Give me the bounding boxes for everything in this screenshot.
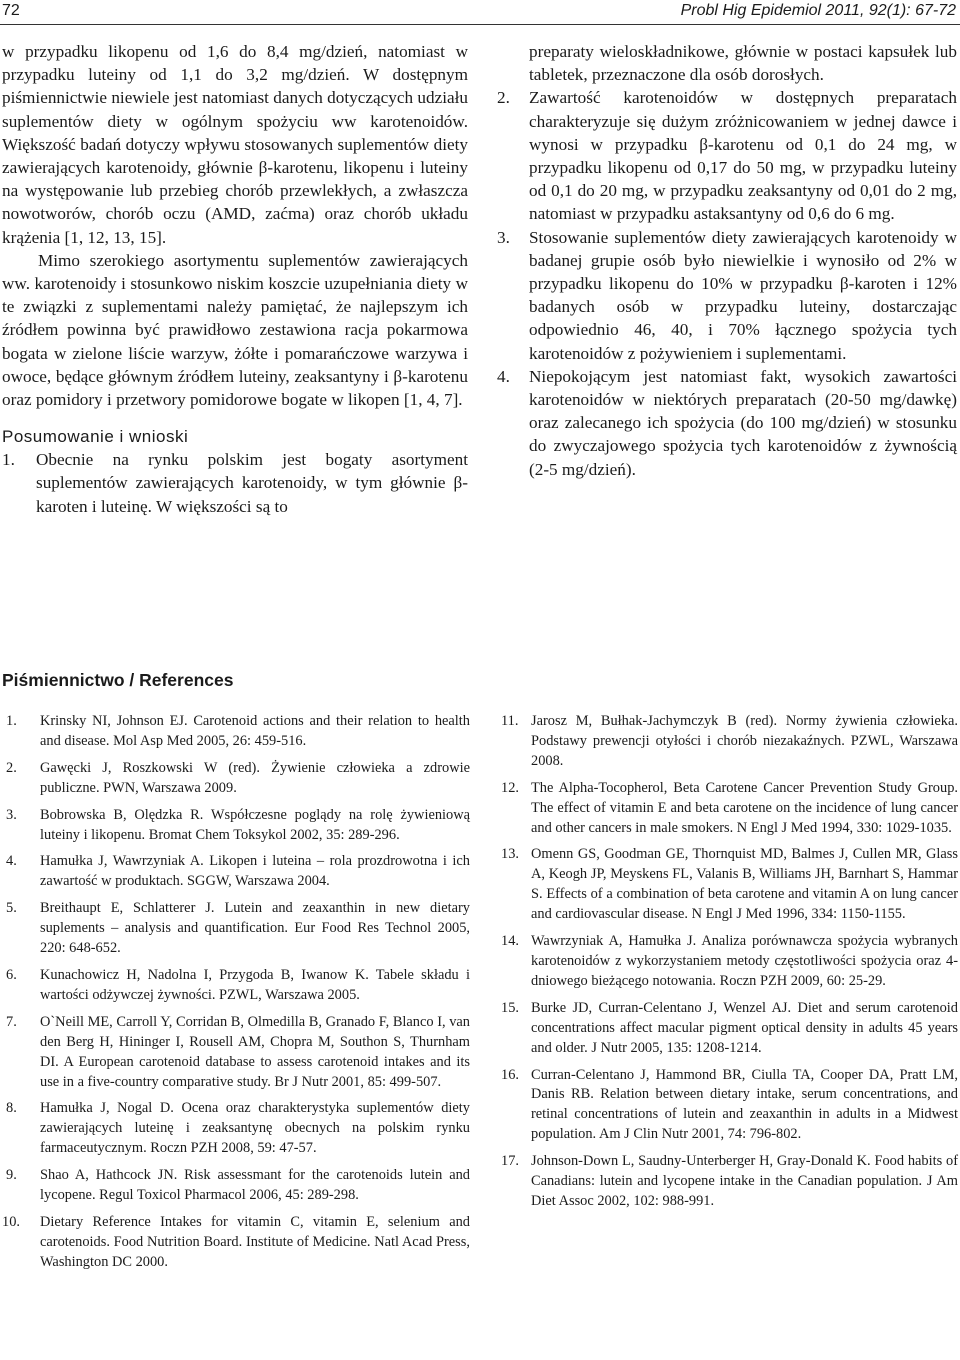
reference-text: Hamułka J, Wawrzyniak A. Likopen i luteina – rola prozdrowotna i ich zawartość w produktach. SGGW, Warszawa 2004. [40, 853, 470, 890]
journal-citation: Probl Hig Epidemiol 2011, 92(1): 67-72 [680, 2, 956, 19]
reference-text: Omenn GS, Goodman GE, Thornquist MD, Balmes J, Cullen MR, Glass A, Keogh JP, Meyskens FL, Valanis B, Williams JH, Barnhart S, Hammar S. Effects of a combination of beta carotene and vitamin A on lung cancer and cardiovascular disease. N Engl J Med 1996, 334: 1150-1155. [531, 846, 958, 923]
reference-text: Curran-Celentano J, Hammond BR, Ciulla TA, Cooper DA, Pratt LM, Danis RB. Relation between dietary intake, serum concentrations, and retinal concentrations of lutein and zeaxanthin in adults in a Midwest population. Am J Clin Nutr 2001, 74: 796-802. [531, 1066, 958, 1143]
reference-item [2, 966, 470, 1006]
reference-number: 9. [6, 1167, 17, 1184]
reference-number: 15. [501, 999, 519, 1016]
header-rule [0, 24, 960, 25]
reference-item [497, 1152, 958, 1212]
left-text-column [2, 40, 468, 518]
reference-text: Shao A, Hathcock JN. Risk assessmant for the carotenoids lutein and lycopene. Regul Toxicol Pharmacol 2006, 45: 289-298. [40, 1167, 470, 1204]
section-heading: Posumowanie i wnioski [2, 427, 189, 447]
reference-text: The Alpha-Tocopherol, Beta Carotene Cancer Prevention Study Group. The effect of vitamin E and beta carotene on the incidence of lung cancer and other cancers in male smokers. N Engl J Med 1994, 330: 1029-1035. [531, 779, 958, 836]
reference-item [497, 779, 958, 839]
body-paragraph: Mimo szerokiego asortymentu suplementów zawierających ww. karotenoidy i stosunkowo niskim koszcie uzupełniania diety w te związki z suplementami należy pamiętać, że najlepszym ich źródłem powinna być prawidłowo zestawiona racja pokarmowa bogata w zielone liście warzyw, żółte i pomarańczowe warzywa i owoce, będące głównym źródłem luteiny, zeaksantyny i β-karotenu oraz pomidory i przetwory pomidorowe bogate w likopen [1, 4, 7]. [2, 250, 468, 410]
reference-text: Gawęcki J, Roszkowski W (red). Żywienie człowieka a zdrowie publiczne. PWN, Warszawa 2009. [40, 759, 470, 796]
references-right-column [497, 712, 958, 1219]
conclusion-number: 4. [497, 366, 510, 386]
conclusion-item [497, 365, 957, 481]
conclusion-text: Obecnie na rynku polskim jest bogaty asortyment suplementów zawierających karotenoidy, w tym głównie β-karoten i luteinę. W większości są to [36, 450, 468, 516]
reference-text: Bobrowska B, Olędzka R. Współczesne poglądy na rolę żywieniową luteiny i likopenu. Bromat Chem Toksykol 2002, 35: 289-296. [40, 806, 470, 843]
reference-text: O`Neill ME, Carroll Y, Corridan B, Olmedilla B, Granado F, Blanco I, van den Berg H, Hininger I, Rousell AM, Chopra M, Southon S, Thurnham DI. A European carotenoid database to assess carotenoid intakes and its use in a five-country comparative study. Br J Nutr 2001, 85: 499-507. [40, 1013, 470, 1090]
reference-text: Krinsky NI, Johnson EJ. Carotenoid actions and their relation to health and disease. Mol Asp Med 2005, 26: 459-516. [40, 713, 470, 749]
conclusion-text: preparaty wieloskładnikowe, głównie w postaci kapsułek lub tabletek, przeznaczone dla osób dorosłych. [529, 42, 957, 85]
reference-item [497, 932, 958, 992]
running-header [0, 0, 960, 22]
reference-text: Jarosz M, Bułhak-Jachymczyk B (red). Normy żywienia człowieka. Podstawy prewencji otyłości i chorób niezakaźnych. PZWL, Warszawa 2008. [531, 713, 958, 769]
reference-text: Kunachowicz H, Nadolna I, Przygoda B, Iwanow K. Tabele składu i wartości odżywczej żywności. PZWL, Warszawa 2005. [40, 966, 470, 1003]
conclusion-number: 2. [497, 88, 510, 108]
reference-number: 8. [6, 1100, 17, 1117]
reference-number: 2. [6, 759, 17, 776]
reference-item [497, 999, 958, 1059]
conclusion-item [497, 226, 957, 365]
conclusion-item [497, 86, 957, 225]
conclusion-text: Niepokojącym jest natomiast fakt, wysokich zawartości karotenoidów w niektórych preparatach (20-50 mg/dawkę) oraz zalecanego ich spożycia (do 100 mg/dzień) w stosunku do zwyczajowego spożycia tych karotenoidów z żywnością (2-5 mg/dzień). [529, 366, 957, 479]
reference-text: Breithaupt E, Schlatterer J. Lutein and zeaxanthin in new dietary suplements – analysis and quantification. Eur Food Res Technol 2005, 220: 648-652. [40, 900, 470, 957]
reference-number: 3. [6, 806, 17, 823]
reference-number: 10. [2, 1213, 20, 1230]
conclusion-text: Stosowanie suplementów diety zawierających karotenoidy w badanej grupie osób było niewielkie i wynosiło od 2% w przypadku likopenu do 10% w przypadku β-karoten i 12% badanych osób w przypadku luteiny, dostarczając odpowiednio 46, 40, i 70% łącznego spożycia tych karotenoidów z pożywieniem i suplementami. [529, 227, 957, 363]
reference-number: 5. [6, 900, 17, 917]
reference-item [2, 759, 470, 799]
reference-number: 13. [501, 846, 519, 863]
reference-text: Hamułka J, Nogal D. Ocena oraz charakterystyka suplementów diety zawierających luteinę i zeaksantynę obecnych na polskim rynku farmaceutycznym. Roczn PZH 2008, 59: 47-57. [40, 1100, 470, 1157]
conclusion-item [2, 448, 468, 518]
reference-text: Johnson-Down L, Saudny-Unterberger H, Gray-Donald K. Food habits of Canadians: lutein and lycopene intake in the Canadian population. J Am Diet Assoc 2002, 102: 988-991. [531, 1153, 958, 1209]
reference-item [2, 899, 470, 959]
references-heading: Piśmiennictwo / References [2, 670, 234, 690]
conclusion-number: 3. [497, 227, 510, 247]
reference-number: 17. [501, 1153, 519, 1170]
body-paragraph: w przypadku likopenu od 1,6 do 8,4 mg/dzień, natomiast w przypadku luteiny od 1,1 do 3,2 mg/dzień. W dostępnym piśmiennictwie niewiele jest natomiast danych dotyczących udziału suplementów diety w ogólnym spożyciu ww karotenoidów. Większość badań dotyczy wpływu stosowanych suplementów diety zawierających karotenoidy, głównie β-karotenu, likopenu i luteiny na występowanie lub przebieg chorób przewlekłych, a zwłaszcza nowotworów, chorób oczu (AMD, zaćma) oraz chorób układu krążenia [1, 12, 13, 15]. [2, 42, 468, 247]
reference-text: Burke JD, Curran-Celentano J, Wenzel AJ. Diet and serum carotenoid concentrations affect macular pigment optical density in adults 45 years and older. J Nutr 2005, 135: 1208-1214. [531, 999, 958, 1056]
conclusions-list-continued [497, 40, 957, 481]
right-text-column [497, 40, 957, 481]
reference-item [2, 1013, 470, 1093]
conclusions-list [2, 448, 468, 518]
reference-number: 4. [6, 853, 17, 870]
conclusion-item-continued [497, 40, 957, 86]
reference-number: 11. [501, 713, 519, 729]
reference-number: 14. [501, 933, 519, 950]
reference-item [497, 712, 958, 772]
reference-item [2, 1099, 470, 1159]
references-left-column [2, 712, 470, 1280]
conclusion-text: Zawartość karotenoidów w dostępnych preparatach charakteryzuje się dużym zróżnicowaniem w jednej dawce i wynosi w przypadku β-karotenu od 0,1 do 24 mg, w przypadku likopenu od 0,17 do 50 mg, w przypadku luteiny od 0,1 do 20 mg, w przypadku zeaksantyny od 0,01 do 2 mg, natomiast w przypadku astaksantyny od 0,6 do 6 mg. [529, 88, 957, 224]
page-number: 72 [2, 2, 20, 19]
reference-number: 7. [6, 1013, 17, 1030]
reference-number: 16. [501, 1066, 519, 1083]
reference-item [497, 1066, 958, 1146]
reference-text: Dietary Reference Intakes for vitamin C, vitamin E, selenium and carotenoids. Food Nutrition Board. Institute of Medicine. Natl Acad Press, Washington DC 2000. [40, 1213, 470, 1270]
reference-number: 1. [6, 713, 17, 729]
reference-item [2, 806, 470, 846]
reference-item [2, 1166, 470, 1206]
reference-item [2, 712, 470, 752]
reference-text: Wawrzyniak A, Hamułka J. Analiza porównawcza spożycia wybranych karotenoidów z wykorzystaniem metody częstotliwości spożycia oraz 4-dniowego bieżącego notowania. Roczn PZH 2009, 60: 25-29. [531, 933, 958, 989]
reference-item [2, 852, 470, 892]
reference-item [497, 845, 958, 925]
reference-number: 6. [6, 966, 17, 983]
reference-item [2, 1213, 470, 1273]
conclusion-number: 1. [2, 450, 15, 470]
reference-number: 12. [501, 779, 519, 796]
